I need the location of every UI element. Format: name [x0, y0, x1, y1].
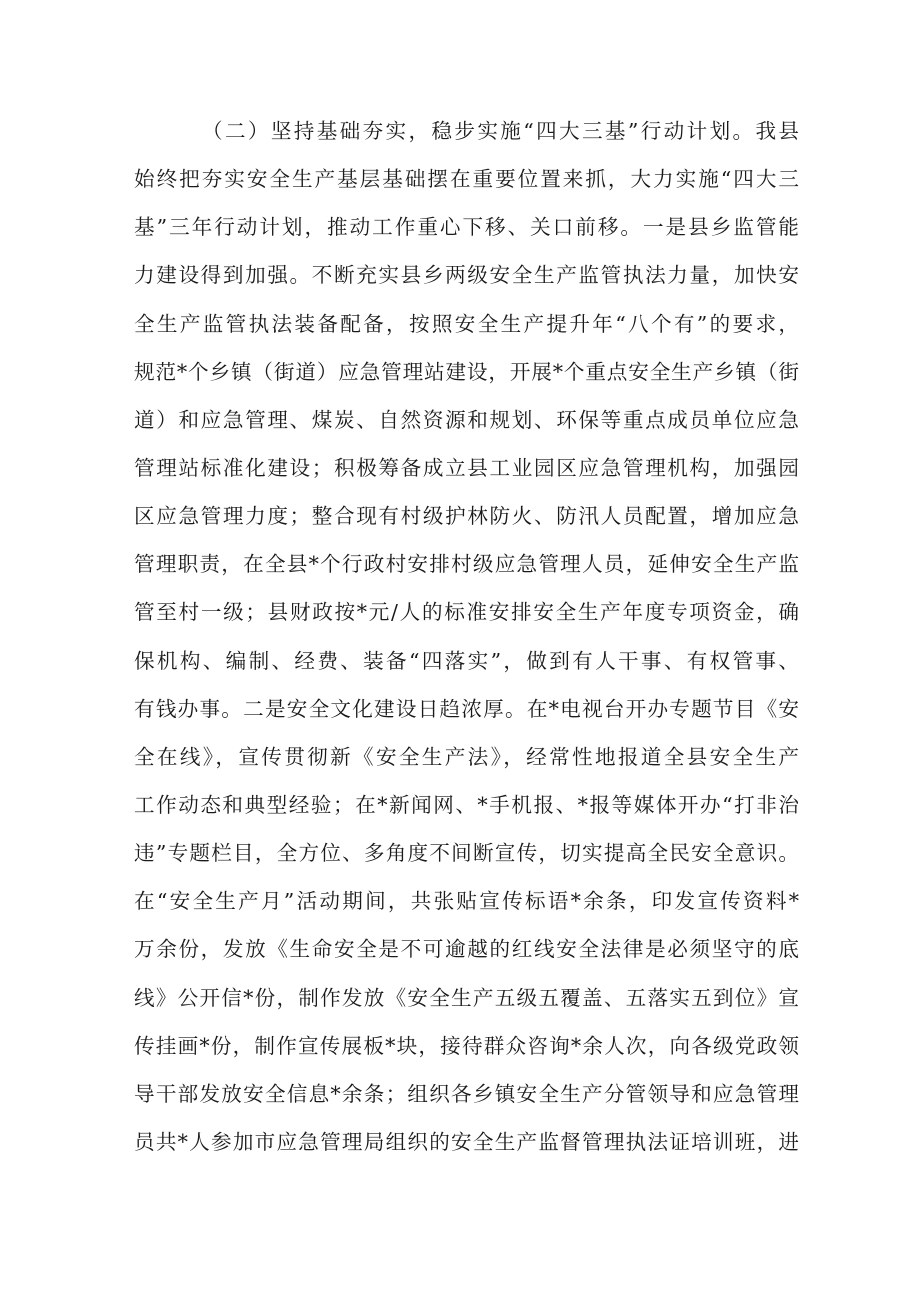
paragraph-line: 道）和应急管理、煤炭、自然资源和规划、环保等重点成员单位应急 — [134, 407, 799, 432]
paragraph-line: （二）坚持基础夯实，稳步实施“四大三基”行动计划。我县 — [202, 119, 799, 143]
paragraph-line: 万余份，发放《生命安全是不可逾越的红线安全法律是必须坚守的底 — [134, 937, 799, 962]
paragraph-line: 始终把夯实安全生产基层基础摆在重要位置来抓，大力实施“四大三 — [134, 167, 799, 192]
paragraph-line: 传挂画*份，制作宣传展板*块，接待群众咨询*余人次，向各级党政领 — [134, 1033, 799, 1058]
paragraph-line: 线》公开信*份，制作发放《安全生产五级五覆盖、五落实五到位》宣 — [134, 985, 799, 1010]
paragraph-line: 管至村一级；县财政按*元/人的标准安排安全生产年度专项资金，确 — [134, 600, 799, 625]
paragraph-line: 管理职责，在全县*个行政村安排村级应急管理人员，延伸安全生产监 — [134, 552, 799, 577]
paragraph-line: 力建设得到加强。不断充实县乡两级安全生产监管执法力量，加快安 — [134, 263, 799, 288]
paragraph-line: 工作动态和典型经验；在*新闻网、*手机报、*报等媒体开办“打非治 — [134, 792, 799, 817]
paragraph-line: 区应急管理力度；整合现有村级护林防火、防汛人员配置，增加应急 — [134, 504, 799, 529]
paragraph-line: 导干部发放安全信息*余条；组织各乡镇安全生产分管领导和应急管理 — [134, 1081, 799, 1106]
paragraph-line: 全生产监管执法装备配备，按照安全生产提升年“八个有”的要求， — [134, 311, 799, 336]
paragraph-line: 基”三年行动计划，推动工作重心下移、关口前移。一是县乡监管能 — [134, 215, 799, 240]
body-paragraph — [134, 113, 799, 1172]
paragraph-line: 员共*人参加市应急管理局组织的安全生产监督管理执法证培训班，进 — [134, 1129, 799, 1154]
paragraph-line: 在“安全生产月”活动期间，共张贴宣传标语*余条，印发宣传资料* — [134, 889, 799, 914]
paragraph-line: 全在线》，宣传贯彻新《安全生产法》，经常性地报道全县安全生产 — [134, 744, 799, 769]
paragraph-line: 规范*个乡镇（街道）应急管理站建设，开展*个重点安全生产乡镇（街 — [134, 359, 799, 384]
paragraph-line: 有钱办事。二是安全文化建设日趋浓厚。在*电视台开办专题节目《安 — [134, 696, 799, 721]
paragraph-line: 保机构、编制、经费、装备“四落实”，做到有人干事、有权管事、 — [134, 648, 799, 673]
paragraph-line: 违”专题栏目，全方位、多角度不间断宣传，切实提高全民安全意识。 — [134, 841, 799, 866]
paragraph-line: 管理站标准化建设；积极筹备成立县工业园区应急管理机构，加强园 — [134, 455, 799, 480]
